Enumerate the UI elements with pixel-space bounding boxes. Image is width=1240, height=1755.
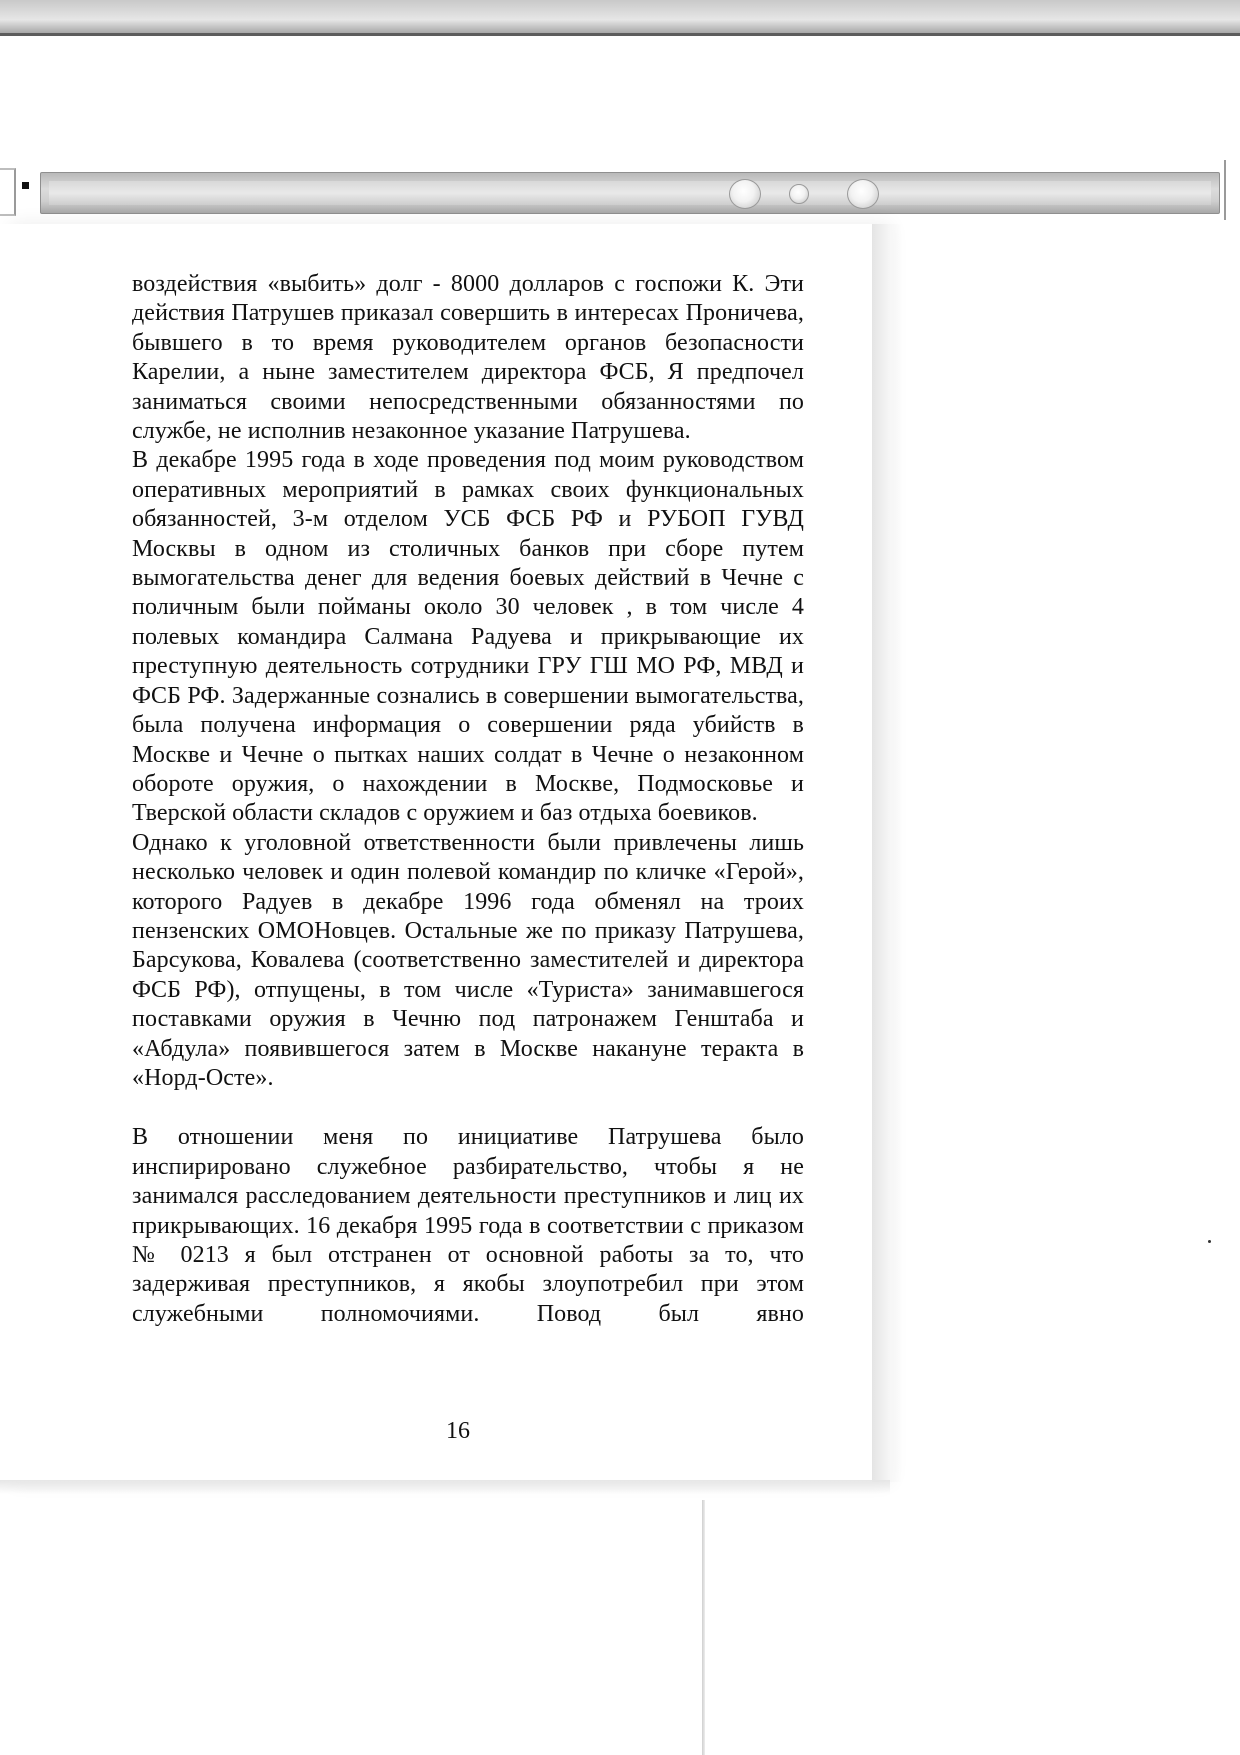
binder-left-edge <box>0 168 16 216</box>
paragraph: воздействия «выбить» долг - 8000 долларов с госпожи К. Эти действия Патрушев приказал совершить в интересах Проничева, бывшего в то время руководителем органов безопасности Карелии, а ныне заместителем директора ФСБ, Я предпочел заниматься своими непосредственными обязанностями по службе, не исполнив незаконное указание Патрушева. <box>132 271 804 445</box>
binder-hole-middle <box>789 184 809 204</box>
binder-clip-inner <box>49 181 1211 205</box>
binder-hole-right <box>847 179 879 209</box>
binder-clip-bar <box>40 172 1220 214</box>
paragraph: В отношении меня по инициативе Патрушева было инспирировано служебное разбирательство, чтобы я не занимался расследованием деятельности преступников и лиц их прикрывающих. 16 декабря 1995 года в соответствии с приказом № 0213 я был отстранен от основной работы за то, что задерживая преступников, я якобы злоупотребил при этом служебными полномочиями. Повод был явно <box>132 1124 804 1327</box>
binder-mark <box>22 182 29 189</box>
page-bottom-shadow <box>0 1480 890 1494</box>
body-text <box>132 270 804 1329</box>
paragraph: Однако к уголовной ответственности были привлечены лишь несколько человек и один полевой командир по кличке «Герой», которого Радуев в декабре 1996 года обменял на троих пензенских ОМОНовцев. Остальные же по приказу Патрушева, Барсукова, Ковалева (соответственно заместителей и директора ФСБ РФ), отпущены, в том числе «Туриста» занимавшегося поставками оружия в Чечню под патронажем Генштаба и «Абдула» появившегося затем в Москве накануне теракта в «Норд-Осте». <box>132 829 804 1091</box>
scan-speck <box>1208 1240 1211 1243</box>
page-edge-shadow <box>872 224 902 1482</box>
underlying-sheet-edge <box>702 1500 705 1755</box>
page-number: 16 <box>446 1418 470 1444</box>
scanner-top-edge <box>0 0 1240 36</box>
binder-hole-left <box>729 179 761 209</box>
scanner-top-line <box>0 33 1240 36</box>
binder-right-edge <box>1224 160 1240 220</box>
paragraph: В декабре 1995 года в ходе проведения под моим руководством оперативных мероприятий в рамках своих функциональных обязанностей, 3-м отделом УСБ ФСБ РФ и РУБОП ГУВД Москвы в одном из столичных банков при сборе путем вымогательства денег для ведения боевых действий в Чечне с поличным были пойманы около 30 человек , в том числе 4 полевых командира Салмана Радуева и прикрывающие их преступную деятельность сотрудники ГРУ ГШ МО РФ, МВД и ФСБ РФ. Задержанные сознались в совершении вымогательства, была получена информация о совершении ряда убийств в Москве и Чечне о пытках наших солдат в Чечне о незаконном обороте оружия, о нахождении в Москве, Подмосковье и Тверской области складов с оружием и баз отдыха боевиков. <box>132 447 804 827</box>
